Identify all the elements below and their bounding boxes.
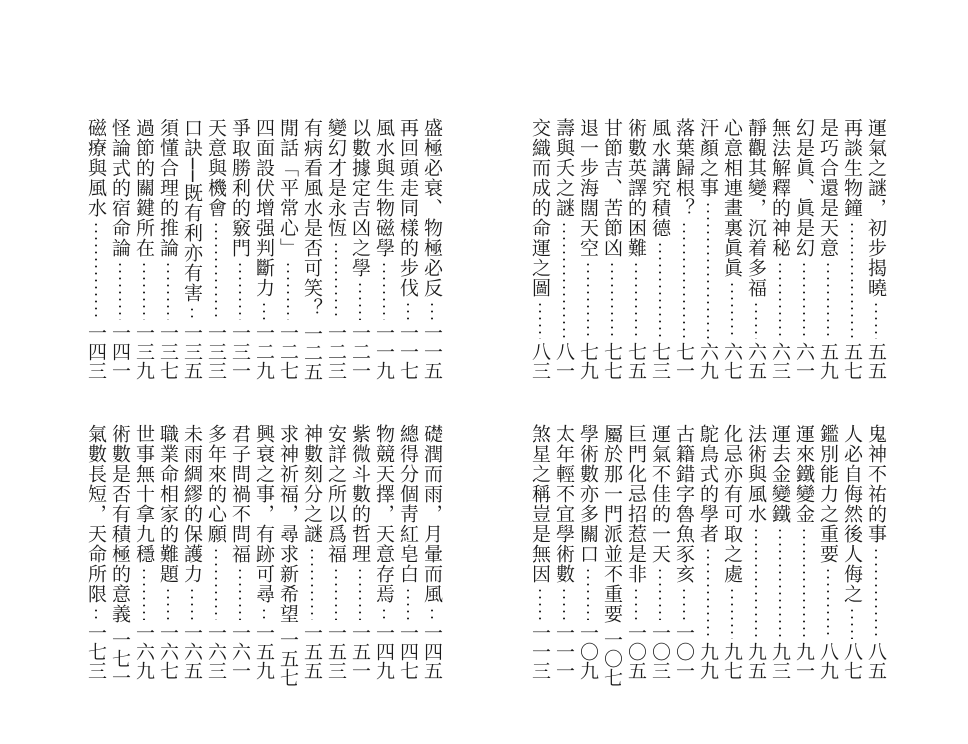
dot-leader xyxy=(263,301,265,320)
toc-entry-page-number: 五九 xyxy=(817,342,839,380)
toc-entry-page-number: 一六一 xyxy=(229,623,251,680)
toc-entry-page-number: 一二七 xyxy=(277,323,299,380)
toc-entry-title: 法術與風水 xyxy=(745,424,767,524)
dot-leader xyxy=(755,301,757,339)
toc-entry-page-number: 一七一 xyxy=(109,630,131,687)
toc-entry-page-number: 九三 xyxy=(769,642,791,680)
toc-entry-page-number: 一五七 xyxy=(277,630,299,687)
toc-entry-title: 鑑別能力之重要 xyxy=(817,424,839,564)
dot-leader xyxy=(683,587,685,620)
toc-entry-page-number: 一四七 xyxy=(397,623,419,680)
toc-entry xyxy=(84,118,108,380)
toc-entry xyxy=(672,118,696,380)
toc-entry-title: 甘節吉、苦節凶 xyxy=(601,118,623,258)
toc-entry-page-number: 一一一 xyxy=(553,623,575,680)
toc-entry-title: 靜觀其變，沉着多福 xyxy=(745,118,767,298)
toc-entry-page-number: 一三三 xyxy=(205,323,227,380)
dot-leader xyxy=(659,241,661,339)
dot-leader xyxy=(539,301,541,339)
dot-leader xyxy=(587,261,589,339)
dot-leader xyxy=(239,567,241,620)
toc-entry-title: 世事無十拿九穩 xyxy=(133,424,155,564)
dot-leader xyxy=(383,607,385,620)
toc-entry-title: 氣數長短，天命所限 xyxy=(85,424,107,604)
toc-entry xyxy=(228,424,252,680)
dot-leader xyxy=(431,301,433,320)
toc-entry-page-number: 一五三 xyxy=(325,623,347,680)
toc-entry xyxy=(792,424,816,680)
toc-entry xyxy=(204,118,228,380)
dot-leader xyxy=(539,587,541,620)
dot-leader xyxy=(167,587,169,620)
toc-entry-title: 鬼神不祐的事 xyxy=(865,424,887,544)
toc-entry xyxy=(372,424,396,680)
toc-entry xyxy=(180,118,204,380)
dot-leader xyxy=(779,527,781,639)
dot-leader xyxy=(875,547,877,639)
toc-entry xyxy=(132,118,156,380)
toc-entry xyxy=(420,424,444,680)
toc-entry-page-number: 六三 xyxy=(769,342,791,380)
toc-entry xyxy=(324,118,348,380)
toc-entry-title: 幻是眞、眞是幻 xyxy=(793,118,815,258)
dot-leader xyxy=(803,261,805,339)
toc-entry-title: 心意相連畫裏眞眞 xyxy=(721,118,743,278)
toc-entry xyxy=(744,424,768,680)
toc-entry-page-number: 八三 xyxy=(529,342,551,380)
dot-leader xyxy=(851,221,853,339)
toc-entry-title: 總得分個靑紅皂白 xyxy=(397,424,419,584)
toc-entry-page-number: 一三九 xyxy=(133,323,155,380)
toc-entry-page-number: 一一五 xyxy=(421,323,443,380)
dot-leader xyxy=(707,201,709,339)
toc-entry-title: 汗顏之事 xyxy=(697,118,719,198)
toc-entry xyxy=(624,118,648,380)
toc-entry-title: 神數刻分之謎 xyxy=(301,424,323,544)
dot-leader xyxy=(731,587,733,639)
dot-leader xyxy=(95,607,97,620)
toc-entry-page-number: 一六七 xyxy=(157,623,179,680)
toc-entry-title: 變幻才是永恆 xyxy=(325,118,347,238)
toc-entry-title: 爭取勝利的竅門 xyxy=(229,118,251,258)
dot-leader xyxy=(635,587,637,620)
toc-entry-title: 以數據定吉凶之學 xyxy=(349,118,371,278)
toc-entry xyxy=(864,118,888,380)
toc-entry xyxy=(696,118,720,380)
toc-entry xyxy=(744,118,768,380)
toc-entry-page-number: 一二九 xyxy=(253,323,275,380)
dot-leader xyxy=(191,306,193,320)
toc-entry-page-number: 六九 xyxy=(697,342,719,380)
toc-entry-title: 交織而成的命運之圖 xyxy=(529,118,551,298)
toc-entry-page-number: 一〇三 xyxy=(649,623,671,680)
toc-entry-title: 須懂合理的推論 xyxy=(157,118,179,258)
dot-leader xyxy=(707,547,709,639)
toc-entry xyxy=(792,118,816,380)
dot-leader xyxy=(335,567,337,620)
dot-leader xyxy=(827,261,829,339)
toc-entry-title: 君子問禍不問福 xyxy=(229,424,251,564)
toc-entry xyxy=(108,118,132,380)
toc-entry xyxy=(252,424,276,680)
dot-leader xyxy=(803,527,805,639)
toc-block-right-top xyxy=(529,118,888,380)
toc-entry xyxy=(156,424,180,680)
dot-leader xyxy=(335,241,337,320)
toc-entry-page-number: 一二五 xyxy=(301,324,323,381)
dot-leader xyxy=(875,301,877,339)
toc-entry-title: 運來鐵變金 xyxy=(793,424,815,524)
toc-entry-title: 壽與夭之謎 xyxy=(553,118,575,218)
dot-leader xyxy=(263,607,265,620)
dot-leader xyxy=(587,567,589,620)
dot-leader xyxy=(143,261,145,320)
toc-entry-title: 退一步海闊天空 xyxy=(577,118,599,258)
dot-leader xyxy=(407,301,409,320)
toc-entry xyxy=(324,424,348,680)
toc-entry xyxy=(672,424,696,680)
toc-entry xyxy=(348,118,372,380)
toc-entry xyxy=(396,118,420,380)
dot-leader xyxy=(287,261,289,320)
toc-entry-page-number: 六七 xyxy=(721,342,743,380)
toc-entry-title: 天意與機會 xyxy=(205,118,227,218)
toc-entry-page-number: 九七 xyxy=(721,642,743,680)
dot-leader xyxy=(359,281,361,320)
toc-entry-title: 怪論式的宿命論 xyxy=(109,118,131,258)
toc-entry xyxy=(348,424,372,680)
toc-entry xyxy=(300,424,324,680)
toc-entry xyxy=(228,118,252,380)
toc-entry xyxy=(768,424,792,680)
toc-entry xyxy=(840,118,864,380)
dot-leader xyxy=(215,547,217,620)
toc-entry-page-number: 九九 xyxy=(697,642,719,680)
toc-entry-title: 再回頭走同樣的步伐 xyxy=(397,118,419,298)
toc-entry-page-number: 九五 xyxy=(745,642,767,680)
toc-entry-title: 術數是否有積極的意義 xyxy=(109,424,131,624)
dot-leader xyxy=(779,261,781,339)
toc-entry-title: 四面設伏增强判斷力 xyxy=(253,118,275,298)
toc-entry-title: 興衰之事，有跡可尋 xyxy=(253,424,275,604)
dot-leader xyxy=(143,567,145,620)
toc-entry-title: 屬於那一門派並不重要 xyxy=(601,424,623,624)
toc-entry-page-number: 一四九 xyxy=(373,623,395,680)
toc-entry-title: 物競天擇，天意存焉 xyxy=(373,424,395,604)
toc-entry-page-number: 七三 xyxy=(649,342,671,380)
toc-entry-page-number: 一四一 xyxy=(109,323,131,380)
toc-entry-title: 化忌亦有可取之處 xyxy=(721,424,743,584)
toc-entry xyxy=(648,118,672,380)
dot-leader xyxy=(431,607,433,620)
toc-entry xyxy=(204,424,228,680)
toc-entry xyxy=(528,118,552,380)
toc-entry xyxy=(552,118,576,380)
toc-entry-page-number: 一三七 xyxy=(157,323,179,380)
toc-entry-title: 煞星之稱豈是無因 xyxy=(529,424,551,584)
toc-entry xyxy=(528,424,552,680)
toc-entry-title: 再談生物鐘 xyxy=(841,118,863,218)
dot-leader xyxy=(635,261,637,339)
toc-entry xyxy=(624,424,648,680)
toc-entry-page-number: 七七 xyxy=(601,342,623,380)
toc-entry-page-number: 一二一 xyxy=(349,323,371,380)
toc-block-left-bottom xyxy=(85,424,444,687)
toc-entry-page-number: 一六三 xyxy=(205,623,227,680)
toc-entry-title: 過節的關鍵所在 xyxy=(133,118,155,258)
toc-entry-page-number: 一六五 xyxy=(181,623,203,680)
toc-entry xyxy=(840,424,864,680)
dot-leader xyxy=(407,587,409,620)
dot-leader xyxy=(683,221,685,339)
toc-entry-page-number: 一六九 xyxy=(133,623,155,680)
toc-entry xyxy=(816,424,840,680)
toc-entry-page-number: 一〇七 xyxy=(601,630,623,687)
toc-entry-page-number: 一三一 xyxy=(229,323,251,380)
dot-leader xyxy=(659,567,661,620)
toc-entry-page-number: 一四三 xyxy=(85,323,107,380)
toc-entry-page-number: 一一九 xyxy=(373,323,395,380)
toc-entry-title: 落葉歸根？ xyxy=(673,118,695,218)
toc-entry xyxy=(600,424,624,687)
toc-entry-title: 多年來的心願 xyxy=(205,424,227,544)
dot-leader xyxy=(563,587,565,620)
dot-leader xyxy=(611,261,613,339)
toc-entry xyxy=(648,424,672,680)
toc-entry xyxy=(300,118,324,380)
toc-entry-title: 古籍錯字魯魚豕亥 xyxy=(673,424,695,584)
toc-entry-page-number: 八七 xyxy=(841,642,863,680)
toc-entry-title: 無法解釋的神秘 xyxy=(769,118,791,258)
dot-leader xyxy=(563,221,565,339)
toc-entry-page-number: 一四五 xyxy=(421,623,443,680)
toc-entry-page-number: 一〇九 xyxy=(577,623,599,680)
toc-entry xyxy=(552,424,576,680)
toc-entry-page-number: 五七 xyxy=(841,342,863,380)
toc-entry-title: 巨門化忌招惹是非 xyxy=(625,424,647,584)
toc-entry-title: 運去金變鐵 xyxy=(769,424,791,524)
toc-entry-title: 是巧合還是天意 xyxy=(817,118,839,258)
toc-entry-page-number: 九一 xyxy=(793,642,815,680)
toc-entry-title: 盛極必衰、物極必反 xyxy=(421,118,443,298)
toc-entry xyxy=(576,118,600,380)
toc-entry-title: 太年輕不宜學術數 xyxy=(553,424,575,584)
toc-entry xyxy=(696,424,720,680)
toc-entry xyxy=(768,118,792,380)
toc-entry-title: 風水講究積德 xyxy=(649,118,671,238)
dot-leader xyxy=(215,221,217,320)
dot-leader xyxy=(191,587,193,620)
toc-entry xyxy=(156,118,180,380)
toc-entry xyxy=(576,424,600,680)
toc-entry-page-number: 一一三 xyxy=(529,623,551,680)
toc-entry-page-number: 一〇五 xyxy=(625,623,647,680)
toc-entry xyxy=(84,424,108,680)
toc-entry-title: 風水與生物磁學 xyxy=(373,118,395,258)
dot-leader xyxy=(731,281,733,339)
toc-entry-page-number: 一五五 xyxy=(301,623,323,680)
toc-entry-page-number: 七九 xyxy=(577,342,599,380)
toc-entry-title: 鴕鳥式的學者 xyxy=(697,424,719,544)
toc-entry xyxy=(276,118,300,380)
toc-entry xyxy=(276,424,300,687)
right-page xyxy=(484,0,968,744)
toc-entry-page-number: 六一 xyxy=(793,342,815,380)
toc-entry-page-number: 一五一 xyxy=(349,623,371,680)
toc-entry-page-number: 一五九 xyxy=(253,623,275,680)
toc-entry xyxy=(816,118,840,380)
toc-entry-page-number: 一三五 xyxy=(181,323,203,380)
dot-leader xyxy=(239,261,241,320)
toc-entry-page-number: 八九 xyxy=(817,642,839,680)
toc-entry-title: 運氣不佳的一天 xyxy=(649,424,671,564)
toc-entry-page-number: 一一七 xyxy=(397,323,419,380)
toc-entry-page-number: 八一 xyxy=(553,342,575,380)
toc-entry-title: 術數英譯的困難 xyxy=(625,118,647,258)
toc-entry xyxy=(600,118,624,380)
toc-entry-page-number: 八五 xyxy=(865,642,887,680)
toc-entry-title: 閒話「平常心」 xyxy=(277,118,299,258)
toc-entry-page-number: 七五 xyxy=(625,342,647,380)
toc-entry-title: 有病看風水是否可笑？ xyxy=(301,118,323,318)
toc-block-right-bottom xyxy=(529,424,888,687)
toc-entry-page-number: 一二三 xyxy=(325,323,347,380)
toc-block-left-top xyxy=(86,118,444,380)
toc-entry-title: 求神祈福，尋求新希望 xyxy=(277,424,299,624)
toc-entry-page-number: 五五 xyxy=(865,342,887,380)
toc-entry xyxy=(720,424,744,680)
dot-leader xyxy=(119,261,121,320)
toc-entry xyxy=(864,424,888,680)
toc-entry xyxy=(372,118,396,380)
dot-leader xyxy=(827,567,829,639)
dot-leader xyxy=(167,261,169,320)
toc-entry xyxy=(132,424,156,680)
toc-entry xyxy=(396,424,420,680)
dot-leader xyxy=(311,547,313,620)
toc-entry-title: 口訣──既有利亦有害 xyxy=(181,118,203,303)
toc-entry-page-number: 七一 xyxy=(673,342,695,380)
toc-entry-page-number: 六五 xyxy=(745,342,767,380)
toc-entry xyxy=(108,424,132,687)
toc-entry-title: 人必自侮然後人侮之 xyxy=(841,424,863,604)
toc-entry xyxy=(180,424,204,680)
toc-entry xyxy=(420,118,444,380)
dot-leader xyxy=(95,221,97,320)
toc-entry xyxy=(252,118,276,380)
toc-entry xyxy=(720,118,744,380)
toc-entry-title: 安詳之所以爲福 xyxy=(325,424,347,564)
dot-leader xyxy=(359,567,361,620)
toc-entry-title: 學術數亦多關口 xyxy=(577,424,599,564)
dot-leader xyxy=(851,607,853,639)
toc-entry-title: 礎潤而雨，月暈而風 xyxy=(421,424,443,604)
toc-entry-title: 磁療與風水 xyxy=(85,118,107,218)
dot-leader xyxy=(755,527,757,639)
toc-entry-title: 職業命相家的難題 xyxy=(157,424,179,584)
toc-entry-title: 運氣之謎，初步揭曉 xyxy=(865,118,887,298)
toc-entry-title: 紫微斗數的哲理 xyxy=(349,424,371,564)
toc-entry-page-number: 一〇一 xyxy=(673,623,695,680)
toc-entry-page-number: 一七三 xyxy=(85,623,107,680)
dot-leader xyxy=(383,261,385,320)
toc-entry-title: 未雨綢繆的保護力 xyxy=(181,424,203,584)
